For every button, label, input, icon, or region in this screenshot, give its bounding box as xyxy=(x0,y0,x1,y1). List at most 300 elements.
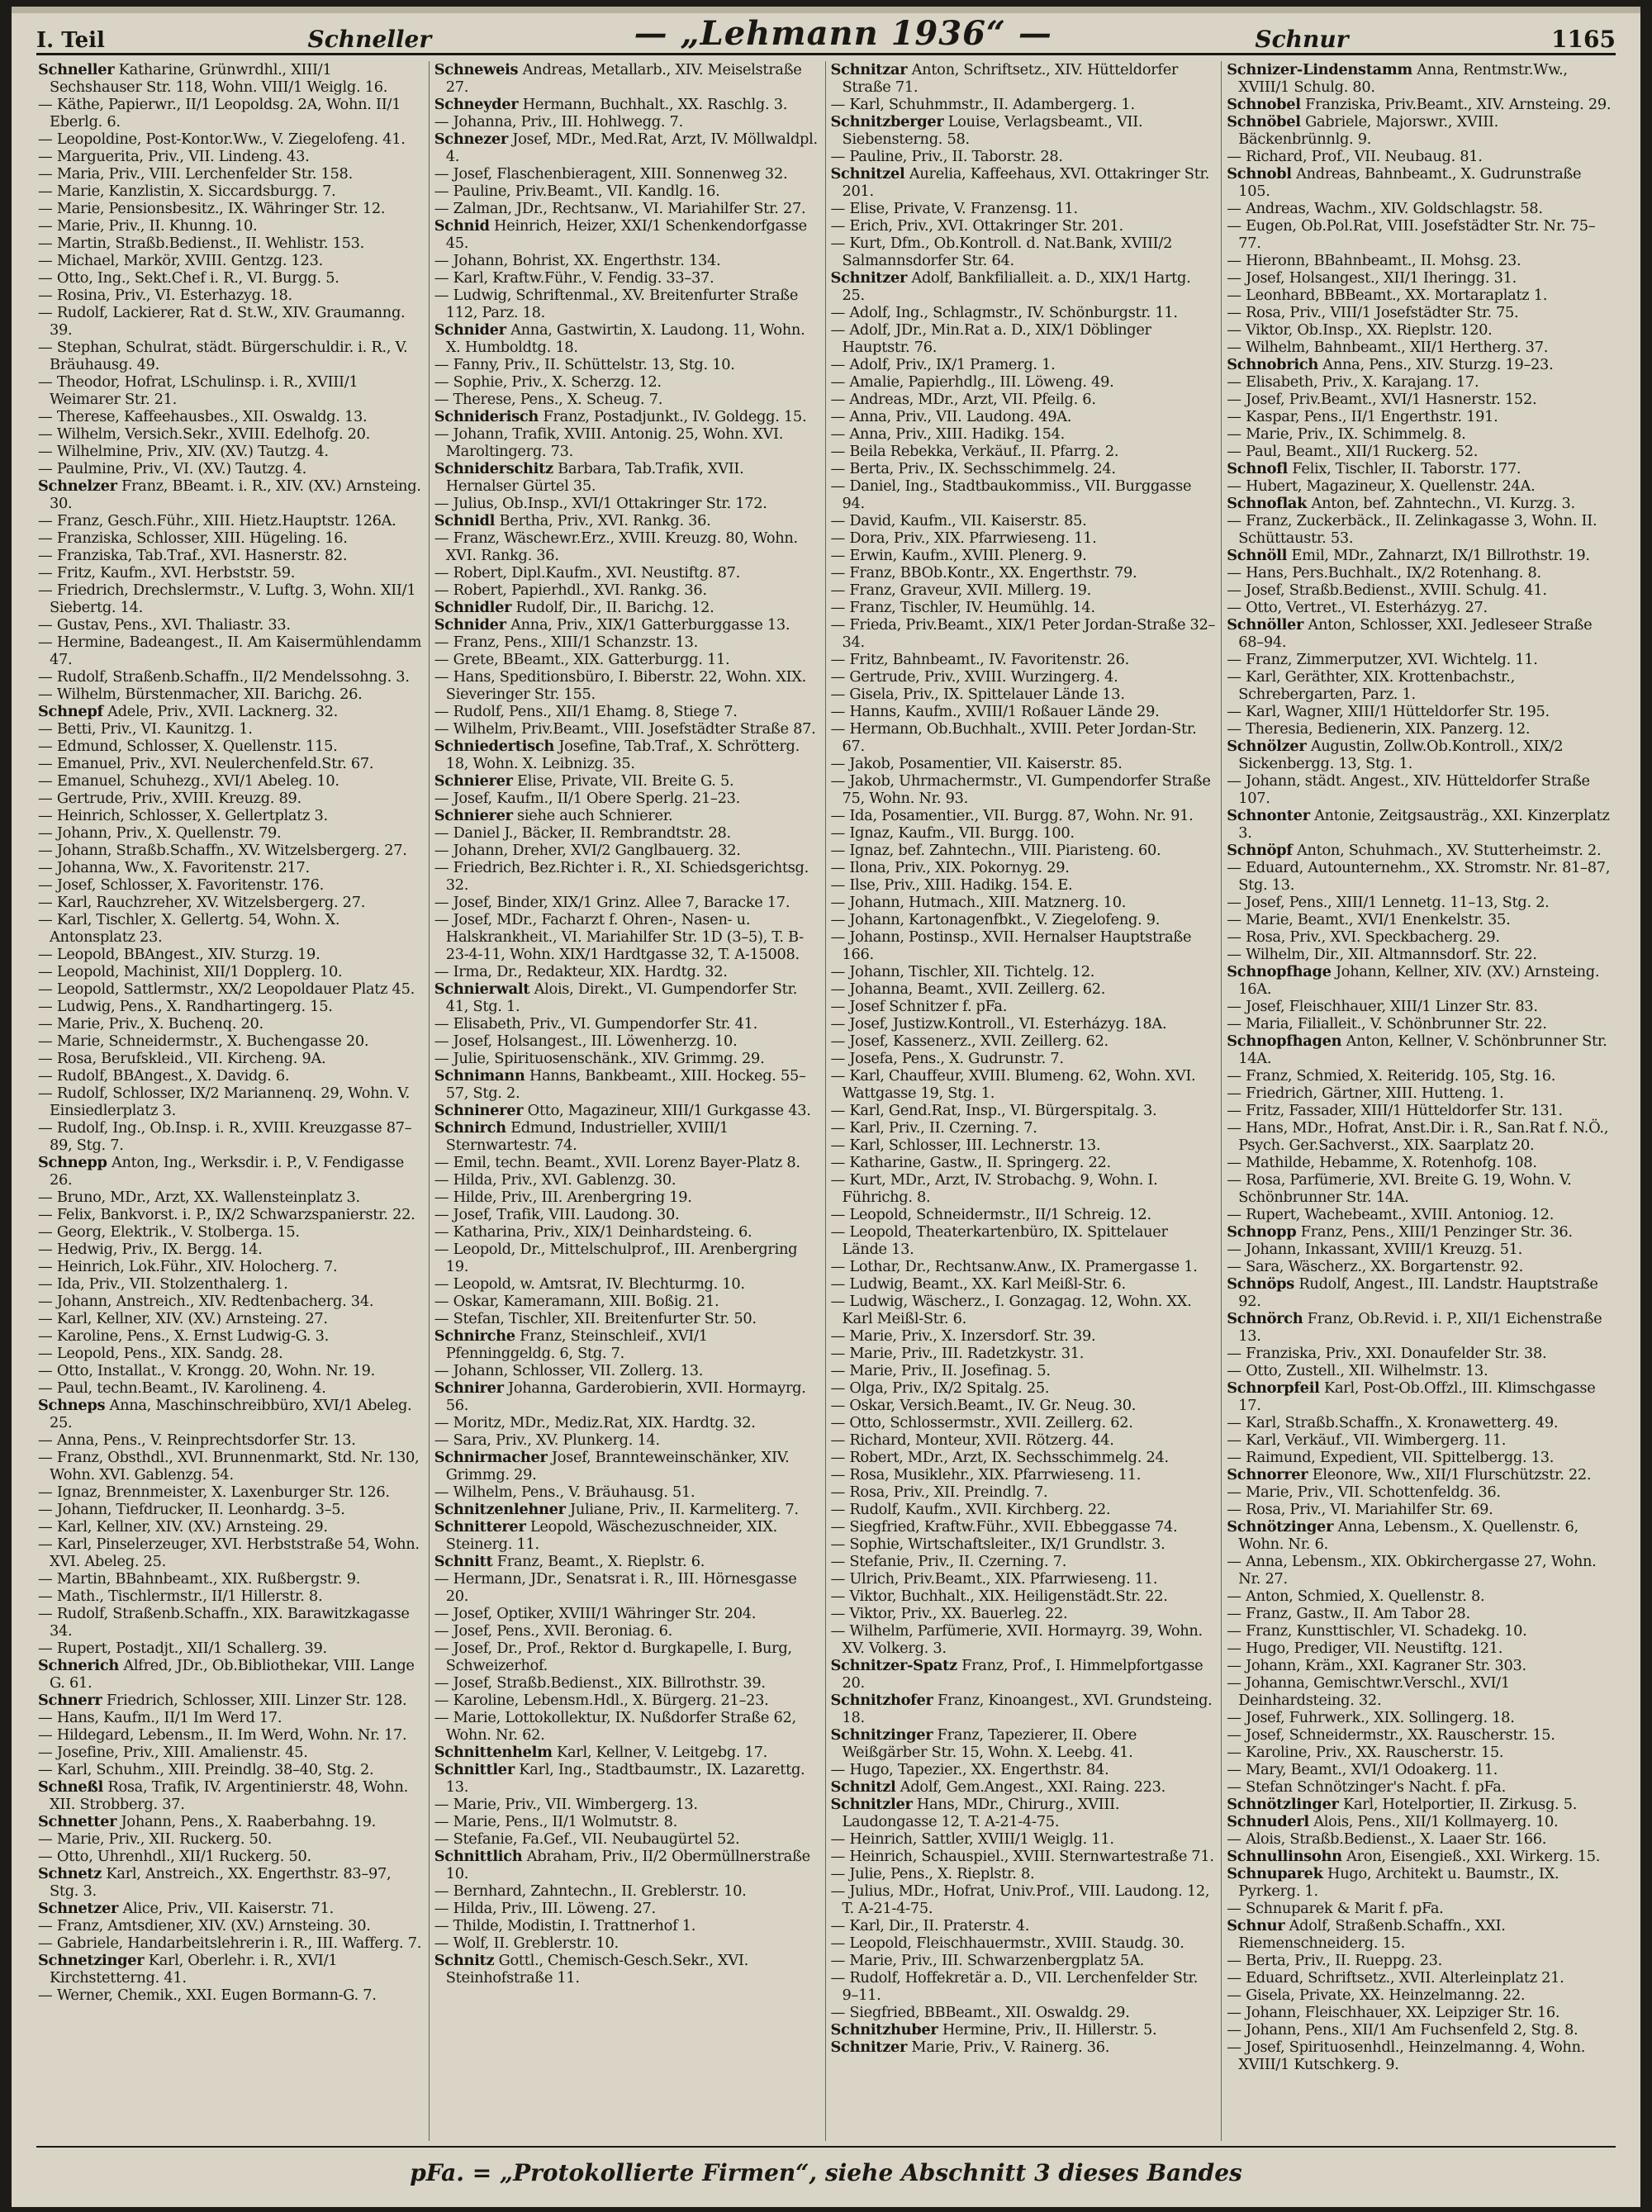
directory-entry: — Franz, Kunsttischler, VI. Schadekg. 10. xyxy=(1227,1622,1527,1640)
directory-entry: — Therese, Kaffeehausbes., XII. Oswaldg. 13. xyxy=(38,408,368,425)
directory-entry: — Josef, Straßb.Bedienst., XVIII. Schulg. 41. xyxy=(1227,581,1547,599)
directory-entry: — Johann, Fleischhauer, XX. Leipziger Str. 16. xyxy=(1227,2004,1560,2021)
directory-entry: — Stefanie, Priv., II. Czerning. 7. xyxy=(830,1553,1067,1570)
directory-entry: Schnirch Edmund, Industrieller, XVIII/1 Sternwartestr. 74. xyxy=(434,1119,729,1154)
directory-entry: — Kaspar, Pens., II/1 Engerthstr. 191. xyxy=(1227,408,1498,425)
directory-entry: — Rosa, Priv., XVI. Speckbacherg. 29. xyxy=(1227,928,1500,946)
directory-entry: — Elisabeth, Priv., VI. Gumpendorfer Str. 41. xyxy=(434,1015,757,1032)
directory-entry: Schnierer Elise, Private, VII. Breite G. 5. xyxy=(434,772,734,790)
directory-entry: — Erwin, Kaufm., XVIII. Plenerg. 9. xyxy=(830,547,1087,564)
directory-entry: — Marguerita, Priv., VII. Lindeng. 43. xyxy=(38,148,310,165)
directory-entry: — Karl, Schuhm., XIII. Preindlg. 38–40, Stg. 2. xyxy=(38,1761,374,1778)
directory-entry: — Josef Schnitzer f. pFa. xyxy=(830,998,1008,1015)
directory-entry: — Hilda, Priv., III. Löweng. 27. xyxy=(434,1900,656,1917)
directory-entry: — Marie, Priv., VII. Wimbergerg. 13. xyxy=(434,1796,698,1813)
directory-entry: — Leopold, w. Amtsrat, IV. Blechturmg. 10. xyxy=(434,1275,745,1293)
directory-entry: — Johanna, Priv., III. Hohlwegg. 7. xyxy=(434,113,683,131)
directory-entry: — Eduard, Autounternehm., XX. Stromstr. Nr. 81–87, Stg. 13. xyxy=(1227,859,1611,894)
directory-entry: — Josefa, Pens., X. Gudrunstr. 7. xyxy=(830,1050,1064,1067)
directory-entry: — Karoline, Priv., XX. Rauscherstr. 15. xyxy=(1227,1744,1504,1761)
directory-entry: Schnitzar Anton, Schriftsetz., XIV. Hütteldorfer Straße 71. xyxy=(830,61,1179,96)
directory-entry: — Amalie, Papierhdlg., III. Löweng. 49. xyxy=(830,373,1114,391)
directory-entry: — Sophie, Wirtschaftsleiter., IX/1 Grundlstr. 3. xyxy=(830,1536,1165,1553)
directory-entry: — Martin, BBahnbeamt., XIX. Rußbergstr. 9. xyxy=(38,1570,361,1588)
directory-entry: — Bernhard, Zahntechn., II. Greblerstr. 10. xyxy=(434,1882,747,1900)
page-number: 1165 xyxy=(1551,26,1616,53)
directory-entry: — Marie, Priv., X. Inzersdorf. Str. 39. xyxy=(830,1327,1096,1345)
directory-entry: — Otto, Vertret., VI. Esterházyg. 27. xyxy=(1227,599,1488,616)
directory-entry: — Johann, Dreher, XVI/2 Ganglbauerg. 32. xyxy=(434,842,741,859)
directory-entry: — Katharine, Gastw., II. Springerg. 22. xyxy=(830,1154,1111,1171)
directory-entry: — Franz, Graveur, XVII. Millerg. 19. xyxy=(830,581,1091,599)
directory-entry: — Marie, Priv., III. Schwarzenbergplatz 5A. xyxy=(830,1952,1144,1969)
directory-entry: — Johann, Pens., XII/1 Am Fuchsenfeld 2, Stg. 8. xyxy=(1227,2021,1578,2039)
directory-entry: Schnid Heinrich, Heizer, XXI/1 Schenkendorfgasse 45. xyxy=(434,217,807,252)
directory-entry: — Franz, BBOb.Kontr., XX. Engerthstr. 79. xyxy=(830,564,1137,581)
directory-entry: Schnittenhelm Karl, Kellner, V. Leitgebg. 17. xyxy=(434,1744,768,1761)
directory-entry: — Friedrich, Bez.Richter i. R., XI. Schiedsgerichtsg. 32. xyxy=(434,859,809,894)
directory-entry: — Franz, Zuckerbäck., II. Zelinkagasse 3, Wohn. II. Schüttaustr. 53. xyxy=(1227,512,1597,547)
directory-entry: — Leopold, Schneidermstr., II/1 Schreig. 12. xyxy=(830,1206,1151,1223)
directory-entry: — Ida, Priv., VII. Stolzenthalerg. 1. xyxy=(38,1275,288,1293)
directory-entry: — Josef, Straßb.Bedienst., XIX. Billrothstr. 39. xyxy=(434,1674,766,1692)
directory-entry: Schnölzer Augustin, Zollw.Ob.Kontroll., XIX/2 Sickenbergg. 13, Stg. 1. xyxy=(1227,738,1564,772)
directory-entry: — Lothar, Dr., Rechtsanw.Anw., IX. Pramergasse 1. xyxy=(830,1258,1198,1275)
directory-entry: — Heinrich, Sattler, XVIII/1 Weiglg. 11. xyxy=(830,1830,1114,1848)
directory-entry: — Leopold, Sattlermstr., XX/2 Leopoldauer Platz 45. xyxy=(38,980,415,998)
directory-entry: — Ulrich, Priv.Beamt., XIX. Pfarrwieseng. 11. xyxy=(830,1570,1158,1588)
directory-entry: — Anna, Priv., XIII. Hadikg. 154. xyxy=(830,425,1065,443)
directory-entry: — Fritz, Kaufm., XVI. Herbststr. 59. xyxy=(38,564,296,581)
directory-entry: — Karl, Gend.Rat, Insp., VI. Bürgerspitalg. 3. xyxy=(830,1102,1157,1119)
directory-entry: — Daniel, Ing., Stadtbaukommiss., VII. Burggasse 94. xyxy=(830,477,1192,512)
page-header xyxy=(36,7,1616,55)
directory-entry: — Josef, Spirituosenhdl., Heinzelmanng. 4, Wohn. XVIII/1 Kutschkerg. 9. xyxy=(1227,2039,1586,2073)
directory-entry: — Franz, Wäschewr.Erz., XVIII. Kreuzg. 80, Wohn. XVI. Rankg. 36. xyxy=(434,529,798,564)
directory-entry: — Johann, Postinsp., XVII. Hernalser Hauptstraße 166. xyxy=(830,928,1192,963)
directory-entry: — Adolf, JDr., Min.Rat a. D., XIX/1 Döblinger Hauptstr. 76. xyxy=(830,321,1151,356)
directory-entry: — Hans, Kaufm., II/1 Im Werd 17. xyxy=(38,1709,282,1726)
directory-entry: — Rudolf, Ing., Ob.Insp. i. R., XVIII. Kreuzgasse 87–89, Stg. 7. xyxy=(38,1119,412,1154)
directory-entry: — Georg, Elektrik., V. Stolberga. 15. xyxy=(38,1223,300,1241)
directory-entry: — Siegfried, Kraftw.Führ., XVII. Ebbeggasse 74. xyxy=(830,1518,1178,1536)
directory-entry: — Kurt, MDr., Arzt, IV. Strobachg. 9, Wohn. I. Führichg. 8. xyxy=(830,1171,1158,1206)
directory-entry: — Adolf, Priv., IX/1 Pramerg. 1. xyxy=(830,356,1056,373)
directory-entry: Schnitzenlehner Juliane, Priv., II. Karmeliterg. 7. xyxy=(434,1501,799,1518)
directory-entry: Schnirche Franz, Steinschleif., XVI/1 Pfenninggeldg. 6, Stg. 7. xyxy=(434,1327,708,1362)
directory-entry: — Rosina, Priv., VI. Esterhazyg. 18. xyxy=(38,287,292,304)
directory-entry: — Schnuparek & Marit f. pFa. xyxy=(1227,1900,1444,1917)
directory-entry: — Johanna, Ww., X. Favoritenstr. 217. xyxy=(38,859,310,876)
directory-entry: Schninerer Otto, Magazineur, XIII/1 Gurkgasse 43. xyxy=(434,1102,811,1119)
directory-entry: — Fritz, Fassader, XIII/1 Hütteldorfer Str. 131. xyxy=(1227,1102,1563,1119)
directory-entry: — Michael, Markör, XVIII. Gentzg. 123. xyxy=(38,252,323,269)
directory-entry: — Friedrich, Gärtner, XIII. Hutteng. 1. xyxy=(1227,1085,1504,1102)
directory-entry: — Rupert, Wachebeamt., XVIII. Antoniog. 12. xyxy=(1227,1206,1555,1223)
directory-entry: Schnorpfeil Karl, Post-Ob.Offzl., III. Klimschgasse 17. xyxy=(1227,1379,1596,1414)
directory-entry: — Ilse, Priv., XIII. Hadikg. 154. E. xyxy=(830,876,1073,894)
directory-entry: — Josef, Trafik, VIII. Laudong. 30. xyxy=(434,1206,680,1223)
directory-entry: — Sophie, Priv., X. Scherzg. 12. xyxy=(434,373,662,391)
directory-entry: — Wilhelm, Parfümerie, XVII. Hormayrg. 39, Wohn. XV. Volkerg. 3. xyxy=(830,1622,1203,1657)
directory-entry: Schnonter Antonie, Zeitgsausträg., XXI. Kinzerplatz 3. xyxy=(1227,807,1610,842)
directory-entry: — Wilhelmine, Priv., XIV. (XV.) Tautzg. 4. xyxy=(38,443,329,460)
directory-entry: Schnuderl Alois, Pens., XII/1 Kollmayerg. 10. xyxy=(1227,1813,1559,1830)
directory-entry: — Josef, Flaschenbieragent, XIII. Sonnenweg 32. xyxy=(434,165,788,183)
directory-entry: — Stephan, Schulrat, städt. Bürgerschuldir. i. R., V. Bräuhausg. 49. xyxy=(38,339,408,373)
directory-entry: — Marie, Schneidermstr., X. Buchengasse 20. xyxy=(38,1032,369,1050)
directory-entry: — Rudolf, Lackierer, Rat d. St.W., XIV. Graumanng. 39. xyxy=(38,304,406,339)
directory-entry: Schneps Anna, Maschinschreibbüro, XVI/1 Abeleg. 25. xyxy=(38,1397,412,1431)
directory-entry: — Ilona, Priv., XIX. Pokornyg. 29. xyxy=(830,859,1070,876)
directory-entry: — Pauline, Priv.Beamt., VII. Kandlg. 16. xyxy=(434,183,720,200)
directory-entry: — Bruno, MDr., Arzt, XX. Wallensteinplatz 3. xyxy=(38,1189,360,1206)
directory-entry: — Andreas, Wachm., XIV. Goldschlagstr. 58. xyxy=(1227,200,1543,217)
directory-entry: — Rosa, Priv., XII. Preindlg. 7. xyxy=(830,1483,1048,1501)
directory-entry: — Franziska, Schlosser, XIII. Hügeling. 16. xyxy=(38,529,348,547)
directory-entry: — Hieronn, BBahnbeamt., II. Mohsg. 23. xyxy=(1227,252,1521,269)
directory-entry: Schnitzberger Louise, Verlagsbeamt., VII. Siebensterng. 58. xyxy=(830,113,1143,148)
directory-entry: — Franz, Gesch.Führ., XIII. Hietz.Hauptstr. 126A. xyxy=(38,512,396,529)
directory-entry: — Felix, Bankvorst. i. P., IX/2 Schwarzspanierstr. 22. xyxy=(38,1206,415,1223)
entry-columns xyxy=(38,61,1617,2141)
directory-entry: — Josef, Justizw.Kontroll., VI. Esterházyg. 18A. xyxy=(830,1015,1167,1032)
directory-entry: Schnitt Franz, Beamt., X. Rieplstr. 6. xyxy=(434,1553,705,1570)
directory-entry: Schnimann Hanns, Bankbeamt., XIII. Hockeg. 55–57, Stg. 2. xyxy=(434,1067,806,1102)
directory-entry: — Richard, Prof., VII. Neubaug. 81. xyxy=(1227,148,1483,165)
directory-entry: — Wilhelm, Dir., XII. Altmannsdorf. Str. 22. xyxy=(1227,946,1537,963)
directory-entry: — Karl, Priv., II. Czerning. 7. xyxy=(830,1119,1037,1137)
directory-entry: — Karl, Wagner, XIII/1 Hütteldorfer Str. 195. xyxy=(1227,703,1550,720)
directory-entry: Schnetter Johann, Pens., X. Raaberbahng. 19. xyxy=(38,1813,376,1830)
directory-entry: — Marie, Kanzlistin, X. Siccardsburgg. 7. xyxy=(38,183,336,200)
directory-entry: — Katharina, Priv., XIX/1 Deinhardsteing. 6. xyxy=(434,1223,752,1241)
directory-entry: — Math., Tischlermstr., II/1 Hillerstr. 8. xyxy=(38,1588,323,1605)
directory-entry: — Elise, Private, V. Franzensg. 11. xyxy=(830,200,1078,217)
directory-entry: — Franz, Zimmerputzer, XVI. Wichtelg. 11. xyxy=(1227,651,1538,668)
directory-entry: — Leopold, Pens., XIX. Sandg. 28. xyxy=(38,1345,283,1362)
directory-entry: — Berta, Priv., II. Rueppg. 23. xyxy=(1227,1952,1443,1969)
directory-entry: — Ignaz, Kaufm., VII. Burgg. 100. xyxy=(830,824,1075,842)
directory-entry: Schnirmacher Josef, Brannteweinschänker, XIV. Grimmg. 29. xyxy=(434,1449,790,1483)
directory-entry: — Theresia, Bedienerin, XIX. Panzerg. 12. xyxy=(1227,720,1531,738)
directory-entry: Schniderschitz Barbara, Tab.Trafik, XVII. Hernalser Gürtel 35. xyxy=(434,460,744,495)
directory-entry: Schnitzel Aurelia, Kaffeehaus, XVI. Ottakringer Str. 201. xyxy=(830,165,1210,200)
page-title: — „Lehmann 1936“ — xyxy=(634,14,1052,53)
directory-entry: — Marie, Priv., II. Josefinag. 5. xyxy=(830,1362,1051,1379)
directory-entry: — Wilhelm, Versich.Sekr., XVIII. Edelhofg. 20. xyxy=(38,425,371,443)
directory-entry: — Fanny, Priv., II. Schüttelstr. 13, Stg. 10. xyxy=(434,356,735,373)
directory-entry: — Wilhelm, Pens., V. Bräuhausg. 51. xyxy=(434,1483,695,1501)
directory-entry: — Ludwig, Schriftenmal., XV. Breitenfurter Straße 112, Parz. 18. xyxy=(434,287,799,321)
directory-entry: — Josef, MDr., Facharzt f. Ohren-, Nasen- u. Halskrankheit., VI. Mariahilfer Str. 1D (3–5), T. B-23-4-11, Wohn. XIX/1 Hardtgasse 32, T. A-15008. xyxy=(434,911,804,963)
directory-entry: — Rosa, Berufskleid., VII. Kircheng. 9A. xyxy=(38,1050,326,1067)
directory-entry: — Josef, Dr., Prof., Rektor d. Burgkapelle, I. Burg, Schweizerhof. xyxy=(434,1640,792,1674)
directory-entry: Schnetz Karl, Anstreich., XX. Engerthstr. 83–97, Stg. 3. xyxy=(38,1865,392,1900)
directory-entry: — Johann, Anstreich., XIV. Redtenbacherg. 34. xyxy=(38,1293,374,1310)
directory-entry: — Gisela, Priv., IX. Spittelauer Lände 13. xyxy=(830,686,1125,703)
page-footer xyxy=(36,2146,1616,2197)
directory-entry: — Josef, Fleischhauer, XIII/1 Linzer Str. 83. xyxy=(1227,998,1538,1015)
directory-entry: — Johann, Straßb.Schaffn., XV. Witzelsbergerg. 27. xyxy=(38,842,407,859)
directory-entry: — Beila Rebekka, Verkäuf., II. Pfarrg. 2. xyxy=(830,443,1119,460)
directory-entry: — Johann, Tischler, XII. Tichtelg. 12. xyxy=(830,963,1095,980)
directory-entry: Schnopp Franz, Pens., XIII/1 Penzinger Str. 36. xyxy=(1227,1223,1573,1241)
directory-entry: — Johann, Tiefdrucker, II. Leonhardg. 3–5. xyxy=(38,1501,345,1518)
directory-entry: — Irma, Dr., Redakteur, XIX. Hardtg. 32. xyxy=(434,963,728,980)
directory-entry: — Hubert, Magazineur, X. Quellenstr. 24A. xyxy=(1227,477,1536,495)
directory-entry: — Karl, Rauchzreher, XV. Witzelsbergerg. 27. xyxy=(38,894,366,911)
directory-entry: Schnitterer Leopold, Wäschezuschneider, XIX. Steinerg. 11. xyxy=(434,1518,777,1553)
directory-entry: — Johann, Bohrist, XX. Engerthstr. 134. xyxy=(434,252,721,269)
directory-entry: — Pauline, Priv., II. Taborstr. 28. xyxy=(830,148,1063,165)
directory-entry: Schnelzer Franz, BBeamt. i. R., XIV. (XV.) Arnsteing. 30. xyxy=(38,477,421,512)
directory-entry: — Karoline, Pens., X. Ernst Ludwig-G. 3. xyxy=(38,1327,329,1345)
directory-entry: — Rosa, Parfümerie, XVI. Breite G. 19, Wohn. V. Schönbrunner Str. 14A. xyxy=(1227,1171,1572,1206)
directory-entry: — Wilhelm, Bürstenmacher, XII. Barichg. 26. xyxy=(38,686,363,703)
directory-entry: Schnofl Felix, Tischler, II. Taborstr. 177. xyxy=(1227,460,1521,477)
directory-entry: — Käthe, Papierwr., II/1 Leopoldsg. 2A, Wohn. II/1 Eberlg. 6. xyxy=(38,96,401,131)
directory-entry: Schnöps Rudolf, Angest., III. Landstr. Hauptstraße 92. xyxy=(1227,1275,1598,1310)
directory-entry: — Leopold, Dr., Mittelschulprof., III. Arenbergring 19. xyxy=(434,1241,798,1275)
directory-entry: — Josef, Schneidermstr., XX. Rauscherstr. 15. xyxy=(1227,1726,1555,1744)
directory-entry: — Karl, Straßb.Schaffn., X. Kronawetterg. 49. xyxy=(1227,1414,1559,1431)
directory-entry: — Viktor, Ob.Insp., XX. Rieplstr. 120. xyxy=(1227,321,1493,339)
directory-entry: — Josef, Schlosser, X. Favoritenstr. 176. xyxy=(38,876,324,894)
directory-entry: — Rosa, Priv., VIII/1 Josefstädter Str. 75. xyxy=(1227,304,1519,321)
directory-entry: — Stefan Schnötzinger's Nacht. f. pFa. xyxy=(1227,1778,1506,1796)
directory-entry: — Paul, techn.Beamt., IV. Karolineng. 4. xyxy=(38,1379,326,1397)
directory-entry: — Ludwig, Wäscherz., I. Gonzagag. 12, Wohn. XX. Karl Meißl-Str. 6. xyxy=(830,1293,1192,1327)
directory-entry: Schnitzhuber Hermine, Priv., II. Hillerstr. 5. xyxy=(830,2021,1157,2039)
directory-entry: Schnobel Franziska, Priv.Beamt., XIV. Arnsteing. 29. xyxy=(1227,96,1612,113)
directory-entry: — Robert, MDr., Arzt, IX. Sechsschimmelg. 24. xyxy=(830,1449,1169,1466)
directory-entry: Schnizer-Lindenstamm Anna, Rentmstr.Ww., XVIII/1 Schulg. 80. xyxy=(1227,61,1568,96)
directory-entry: — Jakob, Uhrmachermstr., VI. Gumpendorfer Straße 75, Wohn. Nr. 93. xyxy=(830,772,1211,807)
directory-entry: — Zalman, JDr., Rechtsanw., VI. Mariahilfer Str. 27. xyxy=(434,200,806,217)
directory-entry: — Fritz, Bahnbeamt., IV. Favoritenstr. 26. xyxy=(830,651,1129,668)
directory-entry: — Andreas, MDr., Arzt, VII. Pfeilg. 6. xyxy=(830,391,1096,408)
directory-entry: — Marie, Priv., II. Khunng. 10. xyxy=(38,217,258,235)
directory-entry: — Marie, Lottokollektur, IX. Nußdorfer Straße 62, Wohn. Nr. 62. xyxy=(434,1709,796,1744)
directory-entry: — Karl, Geräthter, XIX. Krottenbachstr., Schrebergarten, Parz. 1. xyxy=(1227,668,1515,703)
directory-entry: — Marie, Pensionsbesitz., IX. Währinger Str. 12. xyxy=(38,200,386,217)
directory-entry: — Heinrich, Schlosser, X. Gellertplatz 3. xyxy=(38,807,328,824)
directory-entry: — Josef, Holsangest., III. Löwenherzg. 10. xyxy=(434,1032,738,1050)
directory-entry: Schnepf Adele, Priv., XVII. Lacknerg. 32. xyxy=(38,703,339,720)
directory-entry: — Ludwig, Pens., X. Randhartingerg. 15. xyxy=(38,998,333,1015)
directory-entry: — Alois, Straßb.Bedienst., X. Laaer Str. 166. xyxy=(1227,1830,1547,1848)
directory-entry: — Karl, Verkäuf., VII. Wimbergerg. 11. xyxy=(1227,1431,1507,1449)
directory-entry: — Franz, Tischler, IV. Heumühlg. 14. xyxy=(830,599,1095,616)
directory-entry: — Gisela, Private, XX. Heinzelmanng. 22. xyxy=(1227,1987,1526,2004)
directory-entry: — Sara, Wäscherz., XX. Borgartenstr. 92. xyxy=(1227,1258,1523,1275)
directory-entry: — Hanns, Kaufm., XVIII/1 Roßauer Lände 29. xyxy=(830,703,1160,720)
directory-entry: — Leopold, Machinist, XII/1 Dopplerg. 10. xyxy=(38,963,343,980)
directory-entry: Schniedertisch Josefine, Tab.Traf., X. Schrötterg. 18, Wohn. X. Leibnizg. 35. xyxy=(434,738,800,772)
directory-entry: Schnerich Alfred, JDr., Ob.Bibliothekar, VIII. Lange G. 61. xyxy=(38,1657,415,1692)
directory-entry: — Karl, Kraftw.Führ., V. Fendig. 33–37. xyxy=(434,269,714,287)
directory-entry: Schnitzer Marie, Priv., V. Rainerg. 36. xyxy=(830,2039,1110,2056)
directory-entry: — Franz, Obsthdl., XVI. Brunnenmarkt, Std. Nr. 130, Wohn. XVI. Gablenzg. 54. xyxy=(38,1449,420,1483)
directory-entry: — Johann, Hutmach., XIII. Matznerg. 10. xyxy=(830,894,1127,911)
directory-entry: — Paulmine, Priv., VI. (XV.) Tautzg. 4. xyxy=(38,460,306,477)
directory-entry: — Wilhelm, Bahnbeamt., XII/1 Hertherg. 37. xyxy=(1227,339,1549,356)
directory-entry: — Johann, Kartonagenfbkt., V. Ziegelofeng. 9. xyxy=(830,911,1161,928)
directory-entry: — Johann, Inkassant, XVIII/1 Kreuzg. 51. xyxy=(1227,1241,1523,1258)
directory-entry: — Otto, Installat., V. Krongg. 20, Wohn. Nr. 19. xyxy=(38,1362,375,1379)
directory-entry: — Leopold, Theaterkartenbüro, IX. Spittelauer Lände 13. xyxy=(830,1223,1168,1258)
directory-entry: — Berta, Priv., IX. Sechsschimmelg. 24. xyxy=(830,460,1116,477)
directory-entry: — Josef, Holsangest., XII/1 Iheringg. 31. xyxy=(1227,269,1517,287)
directory-entry: — Olga, Priv., IX/2 Spitalg. 25. xyxy=(830,1379,1050,1397)
directory-entry: — Oskar, Versich.Beamt., IV. Gr. Neug. 30. xyxy=(830,1397,1137,1414)
directory-entry: — Betti, Priv., VI. Kaunitzg. 1. xyxy=(38,720,253,738)
directory-entry: — Rudolf, Straßenb.Schaffn., II/2 Mendelssohng. 3. xyxy=(38,668,410,686)
directory-entry: Schnobrich Anna, Pens., XIV. Sturzg. 19–23. xyxy=(1227,356,1554,373)
directory-entry: — Rudolf, Hoffekretär a. D., VII. Lerchenfelder Str. 9–11. xyxy=(830,1969,1199,2004)
directory-entry: Schnitzer-Spatz Franz, Prof., I. Himmelpfortgasse 20. xyxy=(830,1657,1203,1692)
directory-entry: — Siegfried, BBBeamt., XII. Oswaldg. 29. xyxy=(830,2004,1130,2021)
directory-entry: — Josef, Fuhrwerk., XIX. Sollingerg. 18. xyxy=(1227,1709,1515,1726)
directory-entry: Schnitzinger Franz, Tapezierer, II. Obere Weißgärber Str. 15, Wohn. X. Leebg. 41. xyxy=(830,1726,1137,1761)
directory-entry: — Viktor, Priv., XX. Bauerleg. 22. xyxy=(830,1605,1068,1622)
directory-entry: — Franz, Pens., XIII/1 Schanzstr. 13. xyxy=(434,634,698,651)
directory-entry: — Rudolf, Straßenb.Schaffn., XIX. Barawitzkagasse 34. xyxy=(38,1605,410,1640)
directory-entry: — Heinrich, Schauspiel., XVIII. Sternwartestraße 71. xyxy=(830,1848,1214,1865)
directory-entry: — Anna, Lebensm., XIX. Obkirchergasse 27, Wohn. Nr. 27. xyxy=(1227,1553,1597,1588)
directory-entry: — Emil, techn. Beamt., XVII. Lorenz Bayer-Platz 8. xyxy=(434,1154,800,1171)
directory-entry: — Gertrude, Priv., XVIII. Kreuzg. 89. xyxy=(38,790,301,807)
directory-entry: — Johann, Trafik, XVIII. Antonig. 25, Wohn. XVI. Maroltingerg. 73. xyxy=(434,425,784,460)
directory-entry: — Rudolf, Pens., XII/1 Ehamg. 8, Stiege 7. xyxy=(434,703,738,720)
directory-entry: — Josef, Kaufm., II/1 Obere Sperlg. 21–23. xyxy=(434,790,740,807)
directory-entry: — Karl, Kellner, XIV. (XV.) Arnsteing. 27. xyxy=(38,1310,328,1327)
directory-entry: — Anna, Pens., V. Reinprechtsdorfer Str. 13. xyxy=(38,1431,356,1449)
directory-entry: — Karl, Tischler, X. Gellertg. 54, Wohn. X. Antonsplatz 23. xyxy=(38,911,340,946)
directory-entry: Schnetzer Alice, Priv., VII. Kaiserstr. 71. xyxy=(38,1900,334,1917)
directory-entry: — Marie, Priv., IX. Schimmelg. 8. xyxy=(1227,425,1466,443)
directory-entry: — Maria, Priv., VIII. Lerchenfelder Str. 158. xyxy=(38,165,353,183)
directory-entry: — Edmund, Schlosser, X. Quellenstr. 115. xyxy=(38,738,338,755)
directory-entry: — Anton, Schmied, X. Quellenstr. 8. xyxy=(1227,1588,1485,1605)
directory-entry: — Mary, Beamt., XVI/1 Odoakerg. 11. xyxy=(1227,1761,1498,1778)
directory-entry: — Hans, Speditionsbüro, I. Biberstr. 22, Wohn. XIX. Sieveringer Str. 155. xyxy=(434,668,807,703)
directory-entry: Schnullinsohn Aron, Eisengieß., XXI. Wirkerg. 15. xyxy=(1227,1848,1601,1865)
directory-entry: — Leopold, BBAngest., XIV. Sturzg. 19. xyxy=(38,946,320,963)
directory-entry: — Josefine, Priv., XIII. Amalienstr. 45. xyxy=(38,1744,308,1761)
directory-entry: — Moritz, MDr., Mediz.Rat, XIX. Hardtg. 32. xyxy=(434,1414,756,1431)
directory-entry: — Julie, Spirituosenschänk., XIV. Grimmg. 29. xyxy=(434,1050,765,1067)
directory-entry: — Erich, Priv., XVI. Ottakringer Str. 201. xyxy=(830,217,1123,235)
directory-entry: Schnopfhagen Anton, Kellner, V. Schönbrunner Str. 14A. xyxy=(1227,1032,1607,1067)
directory-entry: — Franz, Amtsdiener, XIV. (XV.) Arnsteing. 30. xyxy=(38,1917,371,1934)
directory-entry: — Franziska, Tab.Traf., XVI. Hasnerstr. 82. xyxy=(38,547,348,564)
directory-entry: — Theodor, Hofrat, LSchulinsp. i. R., XVIII/1 Weimarer Str. 21. xyxy=(38,373,358,408)
directory-entry: — Marie, Priv., VII. Schottenfeldg. 36. xyxy=(1227,1483,1501,1501)
directory-entry: — Johanna, Beamt., XVII. Zeillerg. 62. xyxy=(830,980,1106,998)
directory-entry: — Rudolf, Schlosser, IX/2 Mariannenq. 29, Wohn. V. Einsiedlerplatz 3. xyxy=(38,1085,411,1119)
directory-entry: — Karl, Chauffeur, XVIII. Blumeng. 62, Wohn. XVI. Wattgasse 19, Stg. 1. xyxy=(830,1067,1196,1102)
directory-entry: — Marie, Beamt., XVI/1 Enenkelstr. 35. xyxy=(1227,911,1511,928)
directory-entry: — Josef, Pens., XVII. Beroniag. 6. xyxy=(434,1622,672,1640)
directory-entry: — Mathilde, Hebamme, X. Rotenhofg. 108. xyxy=(1227,1154,1537,1171)
directory-entry: — David, Kaufm., VII. Kaiserstr. 85. xyxy=(830,512,1087,529)
directory-entry: — Ludwig, Beamt., XX. Karl Meißl-Str. 6. xyxy=(830,1275,1126,1293)
directory-entry: — Frieda, Priv.Beamt., XIX/1 Peter Jordan-Straße 32–34. xyxy=(830,616,1216,651)
directory-entry: Schnitz Gottl., Chemisch-Gesch.Sekr., XVI. Steinhofstraße 11. xyxy=(434,1952,748,1987)
directory-entry: — Hermine, Badeangest., II. Am Kaisermühlendamm 47. xyxy=(38,634,422,668)
directory-entry: — Eduard, Schriftsetz., XVII. Alterleinplatz 21. xyxy=(1227,1969,1564,1987)
directory-entry: — Marie, Priv., III. Radetzkystr. 31. xyxy=(830,1345,1085,1362)
directory-entry: — Marie, Pens., II/1 Wolmutstr. 8. xyxy=(434,1813,678,1830)
directory-entry: Schnitzhofer Franz, Kinoangest., XVI. Grundsteing. 18. xyxy=(830,1692,1213,1726)
directory-entry: — Emanuel, Priv., XVI. Neulerchenfeld.Str. 67. xyxy=(38,755,374,772)
directory-entry: — Gertrude, Priv., XVIII. Wurzingerg. 4. xyxy=(830,668,1118,686)
directory-entry: — Daniel J., Bäcker, II. Rembrandtstr. 28. xyxy=(434,824,731,842)
directory-entry: Schnepp Anton, Ing., Werksdir. i. P., V. Fendigasse 26. xyxy=(38,1154,404,1189)
directory-entry: — Rudolf, BBAngest., X. Davidg. 6. xyxy=(38,1067,290,1085)
directory-entry: — Karoline, Lebensm.Hdl., X. Bürgerg. 21–23. xyxy=(434,1692,769,1709)
directory-entry: — Raimund, Expedient, VII. Spittelbergg. 13. xyxy=(1227,1449,1555,1466)
directory-entry: — Karl, Schuhmmstr., II. Adambergerg. 1. xyxy=(830,96,1135,113)
directory-entry: — Robert, Papierhdl., XVI. Rankg. 36. xyxy=(434,581,707,599)
directory-entry: Schnider Anna, Gastwirtin, X. Laudong. 11, Wohn. X. Humboldtg. 18. xyxy=(434,321,805,356)
directory-entry: Schnidler Rudolf, Dir., II. Barichg. 12. xyxy=(434,599,714,616)
directory-entry: — Gabriele, Handarbeitslehrerin i. R., III. Wafferg. 7. xyxy=(38,1934,422,1952)
directory-entry: — Leopoldine, Post-Kontor.Ww., V. Ziegelofeng. 41. xyxy=(38,131,406,148)
directory-entry: — Hermann, Ob.Buchhalt., XVIII. Peter Jordan-Str. 67. xyxy=(830,720,1197,755)
directory-entry: Schnöller Anton, Schlosser, XXI. Jedleseer Straße 68–94. xyxy=(1227,616,1593,651)
directory-entry: — Franz, Schmied, X. Reiteridg. 105, Stg. 16. xyxy=(1227,1067,1556,1085)
directory-entry: — Hugo, Tapezier., XX. Engerthstr. 84. xyxy=(830,1761,1109,1778)
footer-note: pFa. = „Protokollierte Firmen“, siehe Abschnitt 3 dieses Bandes xyxy=(410,2158,1242,2186)
directory-entry: — Elisabeth, Priv., X. Karajang. 17. xyxy=(1227,373,1479,391)
directory-entry: — Sara, Priv., XV. Plunkerg. 14. xyxy=(434,1431,660,1449)
directory-entry: Schneßl Rosa, Trafik, IV. Argentinierstr. 48, Wohn. XII. Strobberg. 37. xyxy=(38,1778,409,1813)
directory-entry: Schnezer Josef, MDr., Med.Rat, Arzt, IV. Möllwaldpl. 4. xyxy=(434,131,818,165)
directory-entry: — Hilde, Priv., III. Arenbergring 19. xyxy=(434,1189,692,1206)
directory-entry: — Grete, BBeamt., XIX. Gatterburgg. 11. xyxy=(434,651,730,668)
directory-entry: — Rudolf, Kaufm., XVII. Kirchberg. 22. xyxy=(830,1501,1111,1518)
directory-entry: — Werner, Chemik., XXI. Eugen Bormann-G. 7. xyxy=(38,1987,377,2004)
directory-entry: — Johann, Schlosser, VII. Zollerg. 13. xyxy=(434,1362,704,1379)
directory-entry: — Rosa, Priv., VI. Mariahilfer Str. 69. xyxy=(1227,1501,1493,1518)
start-catchword: Schneller xyxy=(307,26,432,53)
directory-entry: — Dora, Priv., XIX. Pfarrwieseng. 11. xyxy=(830,529,1097,547)
directory-entry: Schnöll Emil, MDr., Zahnarzt, IX/1 Billrothstr. 19. xyxy=(1227,547,1590,564)
directory-entry: Schneller Katharine, Grünwrdhl., XIII/1 Sechshauser Str. 118, Wohn. VIII/1 Weiglg. 16. xyxy=(38,61,388,96)
directory-entry: — Hans, MDr., Hofrat, Anst.Dir. i. R., San.Rat f. N.Ö., Psych. Ger.Sachverst., XIX. Saarplatz 20. xyxy=(1227,1119,1609,1154)
directory-entry: — Josef, Binder, XIX/1 Grinz. Allee 7, Baracke 17. xyxy=(434,894,790,911)
directory-entry: — Karl, Pinselerzeuger, XVI. Herbststraße 54, Wohn. XVI. Abeleg. 25. xyxy=(38,1536,420,1570)
directory-entry: — Emanuel, Schuhezg., XVI/1 Abeleg. 10. xyxy=(38,772,339,790)
directory-entry: — Jakob, Posamentier, VII. Kaiserstr. 85. xyxy=(830,755,1123,772)
column-2 xyxy=(434,61,826,2141)
directory-entry: — Wilhelm, Priv.Beamt., VIII. Josefstädter Straße 87. xyxy=(434,720,816,738)
directory-entry: Schnitzer Adolf, Bankfilialleit. a. D., XIX/1 Hartg. 25. xyxy=(830,269,1191,304)
directory-entry: Schnidl Bertha, Priv., XVI. Rankg. 36. xyxy=(434,512,711,529)
section-label: I. Teil xyxy=(36,28,105,53)
directory-entry: Schnuparek Hugo, Architekt u. Baumstr., IX. Pyrkerg. 1. xyxy=(1227,1865,1559,1900)
directory-entry: Schnirer Johanna, Garderobierin, XVII. Hormayrg. 56. xyxy=(434,1379,806,1414)
directory-entry: Schnitzler Hans, MDr., Chirurg., XVIII. Laudongasse 12, T. A-21-4-75. xyxy=(830,1796,1120,1830)
directory-entry: Schnobl Andreas, Bahnbeamt., X. Gudrunstraße 105. xyxy=(1227,165,1582,200)
directory-entry: — Robert, Dipl.Kaufm., XVI. Neustiftg. 87. xyxy=(434,564,740,581)
directory-entry: — Karl, Kellner, XIV. (XV.) Arnsteing. 29. xyxy=(38,1518,328,1536)
directory-entry: — Rosa, Musiklehr., XIX. Pfarrwieseng. 11. xyxy=(830,1466,1142,1483)
directory-entry: — Josef, Priv.Beamt., XVI/1 Hasnerstr. 152. xyxy=(1227,391,1537,408)
